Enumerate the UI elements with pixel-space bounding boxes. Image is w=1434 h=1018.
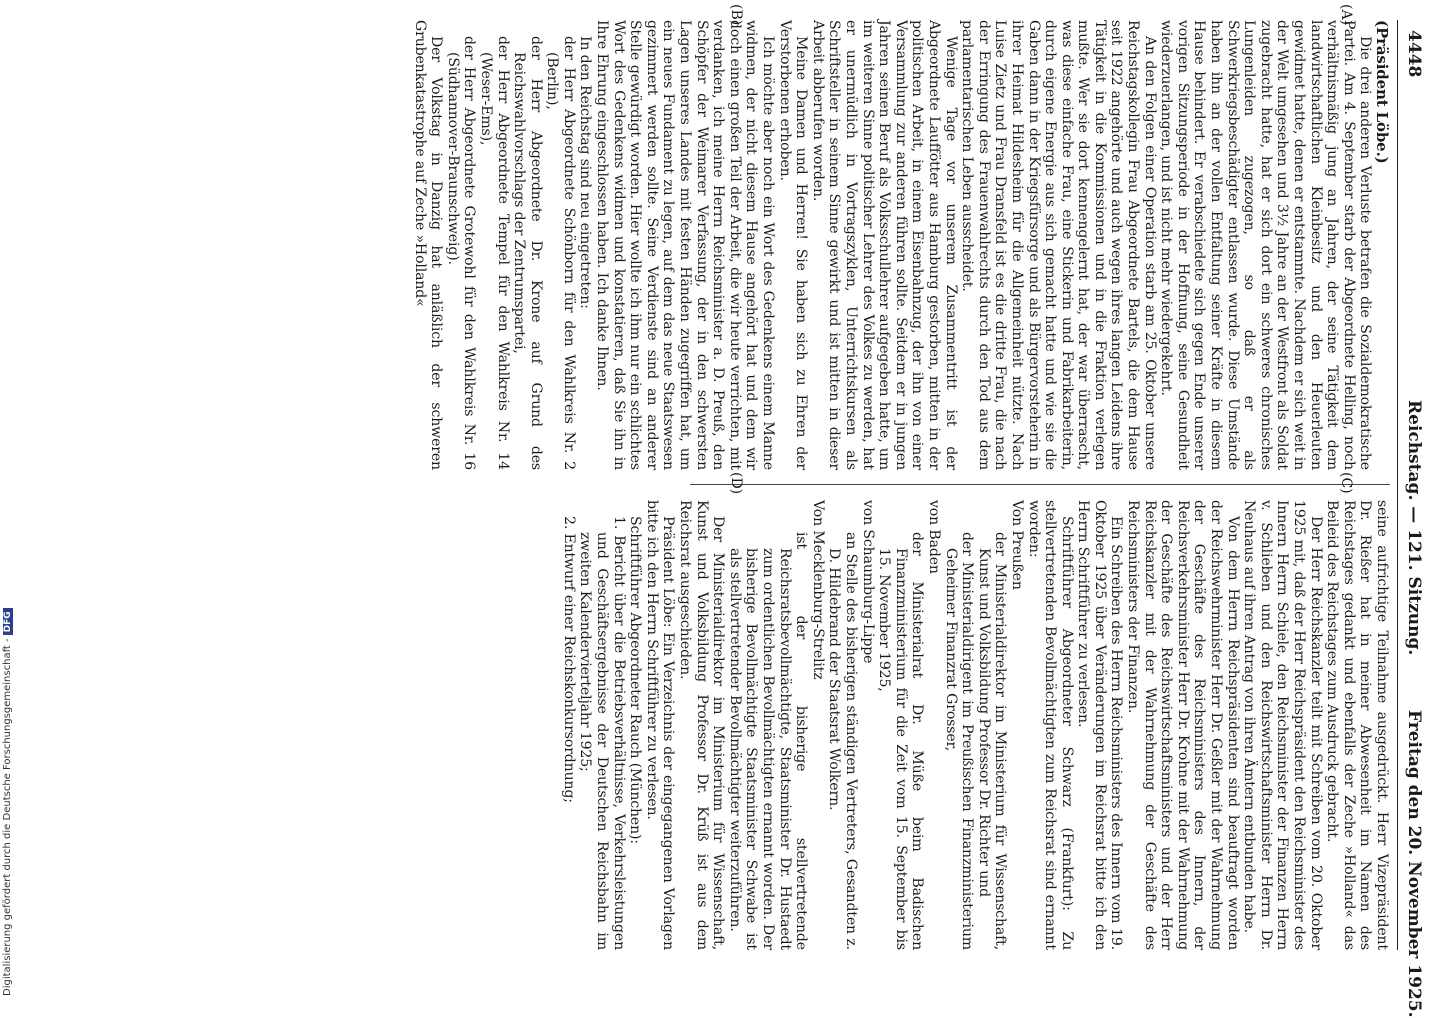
state-heading: Von Mecklenburg-Strelitz <box>809 500 826 680</box>
state-heading: von Baden <box>925 500 942 574</box>
left-column <box>411 20 1390 470</box>
paragraph-praesident: Präsident Löbe: Ein Verzeichnis der eingegangenen Vorlagen bitte ich den Herrn Schriftführer zu verlesen. <box>643 500 677 950</box>
list-item: der Herr Abgeordnete Schönborn für den Wahlkreis Nr. 2 (Berlin), <box>544 36 577 470</box>
paragraph-teilnahme: seine aufrichtige Teilnahme ausgedrückt. Herr Vizepräsident Dr. Rießer hat in meiner Abwesenheit im Namen des Reichstages gedankt und ebenfalls der Zeche »Holland« das Beileid des Reichstages zum Ausdruck gebracht. <box>1324 500 1390 950</box>
list-item: der Herr Abgeordnete Grotewohl für den Wahlkreis Nr. 16 (Südhannover-Braunschweig). <box>444 36 478 470</box>
list-item: der Herr Abgeordnete Tempel für den Wahlkreis Nr. 14 (Weser-Ems), <box>477 36 511 470</box>
margin-marker-d: (D) <box>728 472 744 495</box>
state-heading: Von Preußen <box>1008 500 1025 590</box>
paragraph-beauftragt: Von dem Herrn Reichspräsidenten sind beauftragt worden der Reichswehrminister Herr Dr. Geßler mit der Wahrnehmung der Geschäfte des Reichsministers des Innern, der Reichsverkehrsminister Herr Dr. Krohne mit der Wahrnehmung der Geschäfte des Reichswirtschaftsministers und der Herr Reichskanzler mit der Wahrnehmung der Geschäfte des Reichsministers der Finanzen. <box>1125 500 1241 950</box>
margin-marker-b: (B) <box>728 4 744 26</box>
session-date: Freitag den 20. November 1925. <box>1404 710 1424 1018</box>
digitization-credit <box>2 608 13 996</box>
paragraph-schriftfuehrer-rauch: Schriftführer Abgeordneter Rauch (München): <box>627 516 644 844</box>
list-item: der Ministerialdirektor im Ministerium für Wissenschaft, Kunst und Volksbildung Professor Dr. Richter und <box>975 532 1009 950</box>
list-item: der Ministerialrat Dr. Müße beim Badischen Finanzministerium für die Zeit vom 15. September bis 15. November 1925, <box>876 532 926 950</box>
paragraph-neu-eingetreten: In den Reichstag sind neu eingetreten: <box>577 36 594 309</box>
list-item: der Ministerialdirigent im Preußischen Finanzministerium Geheimer Finanzrat Grosser, <box>942 532 976 950</box>
running-head: Reichstag. — 121. Sitzung. <box>1404 400 1424 656</box>
paragraph-danzig: Der Volkstag in Danzig hat anläßlich der schweren Grubenkatastrophe auf Zeche »Holland« <box>411 20 445 470</box>
paragraph-lauffoetter: Wenige Tage vor unserem Zusammentritt ist der Abgeordnete Lauffötter aus Hamburg gestorben, mitten in der politischen Arbeit, in einem Eisenbahnzug, der ihn von einer Versammlung zur anderen führen sollte. Seitdem er in jungen Jahren seinen Beruf als Volksschullehrer aufgegeben hatte, um im weiteren Sinne politischer Lehrer des Volkes zu werden, hat er unermüdlich in Vortragszyklen, Unterrichtskursen als Schriftsteller in seinem Sinne gewirkt und ist mitten in dieser Arbeit abberufen worden. <box>809 20 959 470</box>
paragraph-ehren: Meine Damen und Herren! Sie haben sich zu Ehren der Verstorbenen erhoben. <box>776 20 810 470</box>
speaker-label: (Präsident Löbe.) <box>1373 20 1391 164</box>
paragraph-bartels: An den Folgen einer Operation starb am 25. Oktober unsere Reichstagskollegin Frau Abgeordnete Bartels, die dem Hause seit 1922 angehörte und auch wegen ihres langen Leidens ihre Tätigkeit in die Kommissionen und in die Fraktion verlegen mußte. Wer sie dort kennengelernt hat, der war überrascht, was diese einfache Frau, eine Stickerin und Fabrikarbeiterin, durch eigene Energie aus sich gemacht hatte und wie sie die Gaben dann in der Kriegsfürsorge und als Bürgervorsteherin in ihrer Heimat Hildesheim für die Allgemeinheit nützte. Nach Luise Zietz und Frau Dransfeld ist es die dritte Frau, die nach der Erringung des Frauenwahlrechts durch den Tod aus dem parlamentarischen Leben ausscheidet. <box>959 20 1158 470</box>
list-item: an Stelle des bisherigen ständigen Vertreters, Gesandten z. D. Hildebrand der Staatsrat Wolkern. <box>826 532 859 950</box>
paragraph-reichskanzler: Der Herr Reichskanzler teilt mit Schreiben vom 20. Oktober 1925 mit, daß der Herr Reichspräsident den Reichsminister des Innern Herrn Schiele, den Reichsminister der Finanzen Herrn v. Schlieben und den Reichswirtschaftsminister Herrn Dr. Neuhaus auf ihren Antrag von ihren Ämtern entbunden habe. <box>1241 500 1324 950</box>
list-item: der Herr Abgeordnete Dr. Krone auf Grund des Reichswahlvorschlags der Zentrumspartei, <box>511 36 544 470</box>
margin-marker-c: (C) <box>1338 472 1354 494</box>
page-header <box>1398 20 1428 1018</box>
paragraph-preuss: Ich möchte aber noch ein Wort des Gedenkens einem Manne widmen, der nicht diesem Hause angehört hat und dem wir doch einen großen Teil der Arbeit, die wir heute verrichten, mit verdanken, ich meine Herrn Reichsminister a. D. Preuß, den Schöpfer der Weimarer Verfassung, der in den schwersten Lagen unseres Landes mit festen Händen zugegriffen hat, um ein neues Fundament zu legen, auf dem das neue Staatswesen gezimmert werden sollte. Seine Verdienste sind an anderer Stelle gewürdigt worden. Hier wollte ich ihm nur ein schlichtes Wort des Gedenkens widmen und konstatieren, daß Sie ihn in Ihre Ehrung eingeschlossen haben. Ich danke Ihnen. <box>594 20 777 470</box>
paragraph-kruess: Der Ministerialdirektor im Ministerium für Wissenschaft, Kunst und Volksbildung Professor Dr. Krüß ist aus dem Reichsrat ausgeschieden. <box>677 500 727 950</box>
header-rule <box>1397 20 1398 950</box>
margin-marker-a: (A) <box>1338 4 1354 26</box>
paragraph-helling: Die drei anderen Verluste betrafen die Sozialdemokratische Partei. Am 4. September starb der Abgeordnete Helling, noch verhältnismäßig jung an Jahren, der seine Tätigkeit dem landwirtschaftlichen Kleinbesitz und den Heuerleuten gewidmet hatte, denen er entstammte. Nachdem er sich weit in der Welt umgesehen und 3½ Jahre an der Westfront als Soldat zugebracht hatte, hat er sich dort ein schweres chronisches Lungenleiden zugezogen, so daß er als Schwerkriegsbeschädigter entlassen wurde. Diese Umstände haben ihn an der vollen Entfaltung seiner Kräfte in diesem Hause behindert. Er verabschiedete sich gegen Ende unserer vorigen Sitzungsperiode in der Hoffnung, seine Gesundheit wiederzuerlangen, und ist nicht mehr wiedergekehrt. <box>1158 20 1374 470</box>
state-heading: von Schaumburg-Lippe <box>859 500 876 664</box>
list-item: ist der bisherige stellvertretende Reichsratsbevollmächtigte, Staatsminister Dr. Hustaedt zum ordentlichen Bevollmächtigten ernannt worden. Der bisherige Bevollmächtigte Staatsminister Schwabe ist als stellvertretender Bevollmächtigter weiterzuführen. <box>726 532 810 950</box>
right-column <box>560 500 1390 950</box>
paragraph-schreiben: Ein Schreiben des Herrn Reichsministers des Innern vom 19. Oktober 1925 über Veränderungen im Reichsrat bitte ich den Herrn Schriftführer zu verlesen. <box>1075 500 1125 950</box>
page-number: 4448 <box>1404 30 1424 78</box>
list-item: 2. Entwurf einer Reichskonkursordnung; <box>560 516 577 803</box>
paragraph-schriftfuehrer-schwarz: Schriftführer Abgeordneter Schwarz (Frankfurt): Zu stellvertretenden Bevollmächtigten zum Reichsrat sind ernannt worden: <box>1025 500 1075 950</box>
dfg-logo: DFG <box>3 608 13 635</box>
column-divider <box>690 484 1390 485</box>
credit-text: Digitalisierung gefördert durch die Deutsche Forschungsgemeinschaft - <box>2 638 13 996</box>
list-item: 1. Bericht über die Betriebsverhältnisse, Verkehrsleistungen und Geschäftsergebnisse der Deutschen Reichsbahn im zweiten Kalendervierteljahr 1925; <box>577 516 627 950</box>
